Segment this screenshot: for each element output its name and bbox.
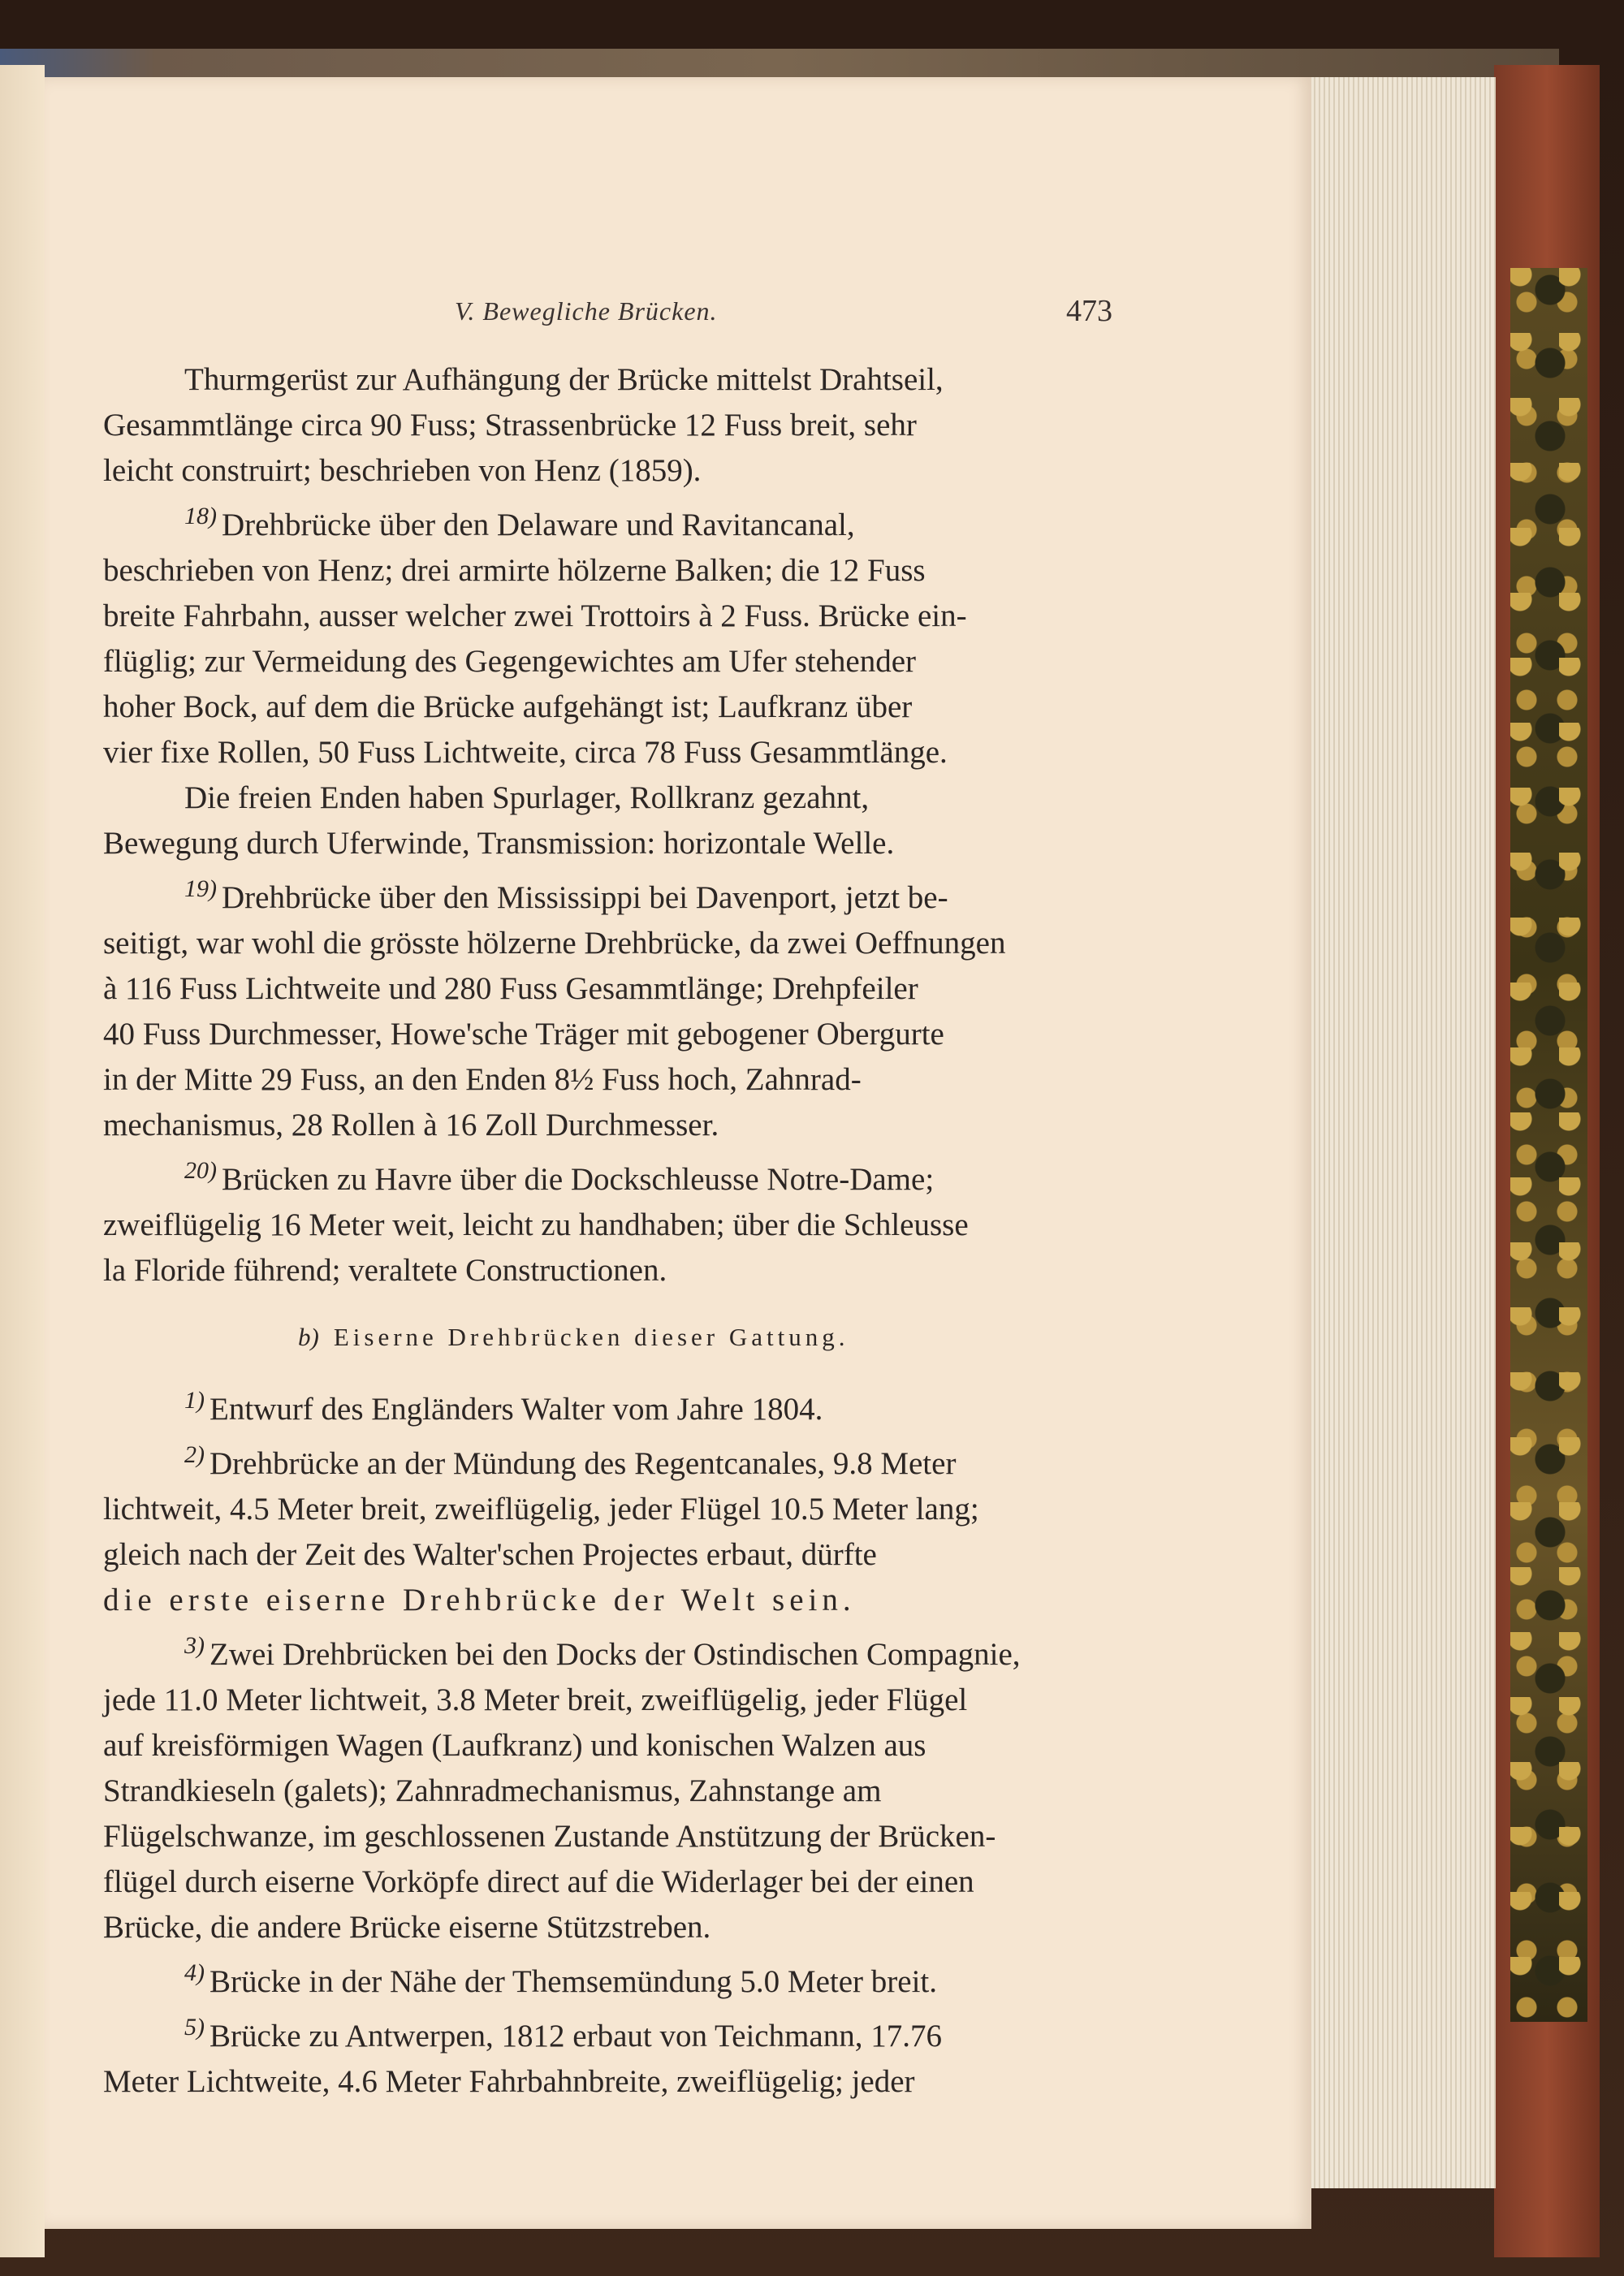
text-line: $^{1)}$ Entwurf des Engländers Walter vom Jahre 1804. — [184, 1387, 823, 1427]
text-line: mechanismus, 28 Rollen à 16 Zoll Durchmesser. — [103, 1108, 719, 1142]
text-line: vier fixe Rollen, 50 Fuss Lichtweite, circa 78 Fuss Gesammtlänge. — [103, 735, 948, 770]
section-heading — [103, 1315, 1122, 1360]
text-line: leicht construirt; beschrieben von Henz (1859). — [103, 453, 702, 488]
note-marker: 2) — [184, 1441, 205, 1468]
text-line: $^{2)}$ Drehbrücke an der Mündung des Regentcanales, 9.8 Meter — [184, 1441, 957, 1481]
book-page — [45, 77, 1311, 2229]
footnote-paragraph — [103, 1623, 1122, 1950]
text-line: zweiflügelig 16 Meter weit, leicht zu handhaben; über die Schleusse — [103, 1207, 969, 1242]
footnote-paragraph — [103, 866, 1122, 1148]
text-line: Strandkieseln (galets); Zahnradmechanismus, Zahnstange am — [103, 1773, 882, 1808]
text-line: jede 11.0 Meter lichtweit, 3.8 Meter breit, zweiflügelig, jeder Flügel — [103, 1682, 968, 1717]
text-line: beschrieben von Henz; drei armirte hölzerne Balken; die 12 Fuss — [103, 553, 926, 588]
text-line: $^{3)}$ Zwei Drehbrücken bei den Docks der Ostindischen Compagnie, — [184, 1632, 1021, 1672]
text-line: Meter Lichtweite, 4.6 Meter Fahrbahnbreite, zweiflügelig; jeder — [103, 2064, 915, 2099]
text-line: breite Fahrbahn, ausser welcher zwei Trottoirs à 2 Fuss. Brücke ein- — [103, 598, 967, 633]
page-body — [103, 357, 1122, 2105]
text-line: la Floride führend; veraltete Constructionen. — [103, 1253, 667, 1288]
note-marker: 19) — [184, 875, 217, 902]
page-edges — [1299, 77, 1496, 2188]
text-line: lichtweit, 4.5 Meter breit, zweiflügelig, jeder Flügel 10.5 Meter lang; — [103, 1492, 979, 1527]
text-line: Die freien Enden haben Spurlager, Rollkranz gezahnt, — [184, 780, 870, 815]
footnote-paragraph — [103, 1378, 1122, 1432]
paragraph — [103, 357, 1122, 494]
text-line: à 116 Fuss Lichtweite und 280 Fuss Gesammtlänge; Drehpfeiler — [103, 971, 918, 1006]
text-line: Bewegung durch Uferwinde, Transmission: horizontale Welle. — [103, 826, 895, 861]
section-label: b) — [298, 1323, 319, 1351]
running-head — [45, 296, 1230, 345]
text-line: flügel durch eiserne Vorköpfe direct auf die Widerlager bei der einen — [103, 1864, 974, 1899]
text-line: Gesammtlänge circa 90 Fuss; Strassenbrücke 12 Fuss breit, sehr — [103, 408, 917, 443]
section-heading-text: Eiserne Drehbrücken dieser Gattung. — [333, 1323, 849, 1351]
text-line: 40 Fuss Durchmesser, Howe'sche Träger mit gebogener Obergurte — [103, 1017, 944, 1052]
note-marker: 20) — [184, 1157, 217, 1184]
text-line: $^{19)}$ Drehbrücke über den Mississippi bei Davenport, jetzt be- — [184, 875, 948, 915]
note-marker: 5) — [184, 2014, 205, 2041]
text-line: auf kreisförmigen Wagen (Laufkranz) und konischen Walzen aus — [103, 1728, 926, 1763]
text-line: hoher Bock, auf dem die Brücke aufgehängt ist; Laufkranz über — [103, 689, 913, 724]
page-number: 473 — [1066, 294, 1112, 328]
facing-page-edge — [0, 65, 45, 2257]
text-line: in der Mitte 29 Fuss, an den Enden 8½ Fuss hoch, Zahnrad- — [103, 1062, 862, 1097]
footnote-paragraph — [103, 1432, 1122, 1623]
text-line: seitigt, war wohl die grösste hölzerne Drehbrücke, da zwei Oeffnungen — [103, 926, 1006, 961]
note-marker: 3) — [184, 1632, 205, 1659]
text-line: Thurmgerüst zur Aufhängung der Brücke mittelst Drahtseil, — [184, 362, 944, 397]
text-line: $^{20)}$ Brücken zu Havre über die Dockschleusse Notre-Dame; — [184, 1157, 935, 1197]
text-line: $^{5)}$ Brücke zu Antwerpen, 1812 erbaut von Teichmann, 17.76 — [184, 2014, 942, 2054]
text-line: Flügelschwanze, im geschlossenen Zustande Anstützung der Brücken- — [103, 1819, 996, 1854]
paragraph — [103, 775, 1122, 866]
text-line: gleich nach der Zeit des Walter'schen Projectes erbaut, dürfte — [103, 1537, 877, 1572]
text-line: $^{18)}$ Drehbrücke über den Delaware und Ravitancanal, — [184, 503, 855, 542]
text-line: flüglig; zur Vermeidung des Gegengewichtes am Ufer stehender — [103, 644, 917, 679]
footnote-paragraph — [103, 1148, 1122, 1293]
note-marker: 18) — [184, 503, 217, 529]
note-marker: 4) — [184, 1959, 205, 1986]
text-line: die erste eiserne Drehbrücke der Welt sein. — [103, 1583, 856, 1617]
running-head-title: V. Bewegliche Brücken. — [455, 296, 718, 326]
footnote-paragraph — [103, 494, 1122, 775]
text-line: Brücke, die andere Brücke eiserne Stützstreben. — [103, 1910, 711, 1945]
text-line: $^{4)}$ Brücke in der Nähe der Themsemündung 5.0 Meter breit. — [184, 1959, 938, 1999]
footnote-paragraph — [103, 2005, 1122, 2105]
footnote-paragraph — [103, 1950, 1122, 2005]
marbled-edge — [1510, 268, 1587, 2022]
note-marker: 1) — [184, 1387, 205, 1414]
top-edge — [0, 49, 1559, 81]
